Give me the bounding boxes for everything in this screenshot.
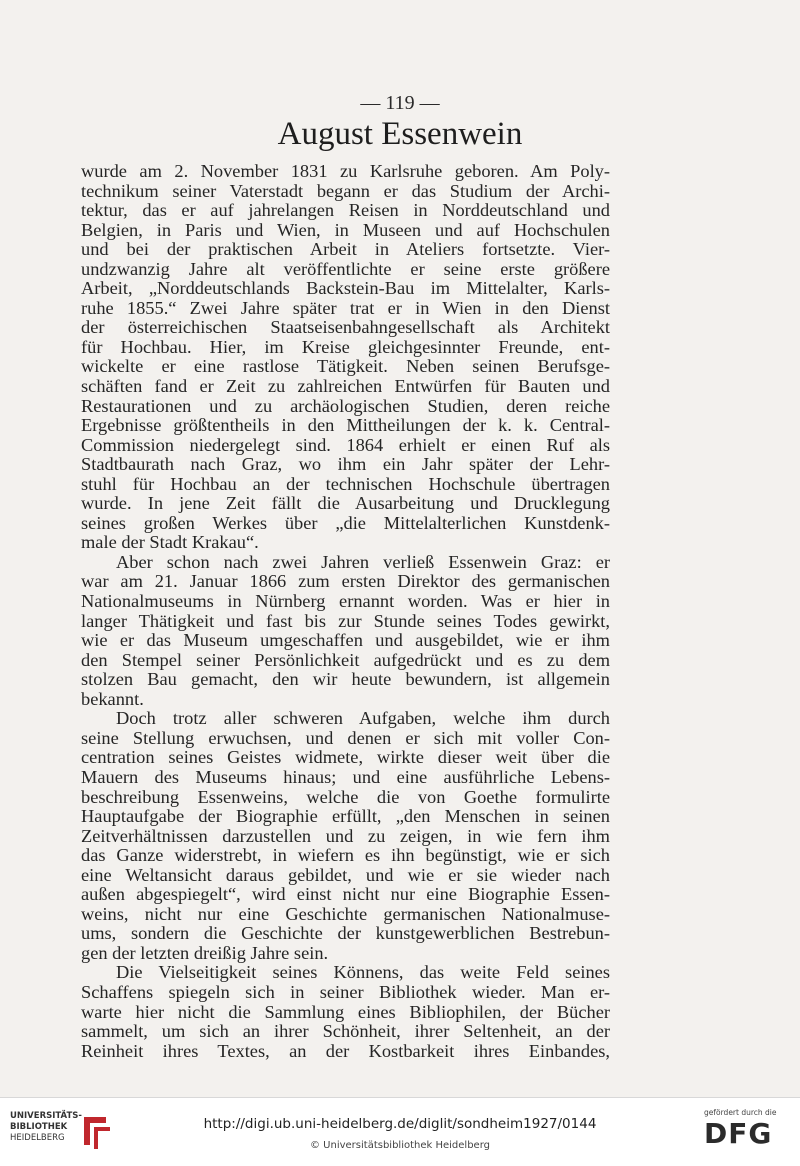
text-line: das Ganze widerstrebt, in wiefern es ihn begünstigt, wie er sich — [81, 845, 610, 866]
text-line: den Stempel seiner Persönlichkeit aufgedrückt und es zu dem — [81, 649, 610, 670]
text-line: Hauptaufgabe der Biographie erfüllt, „den Menschen in seinen — [81, 806, 610, 827]
text-line: ruhe 1855.“ Zwei Jahre später trat er in Wien in den Dienst — [81, 297, 610, 318]
text-line: Arbeit, „Norddeutschlands Backstein-Bau im Mittelalter, Karls- — [81, 278, 610, 299]
text-line: centration seines Geistes widmete, wirkte dieser weit über die — [81, 747, 610, 768]
body-text — [81, 162, 610, 1061]
text-line: gen der letzten dreißig Jahre sein. — [81, 942, 329, 963]
text-line: langer Thätigkeit und fast bis zur Stunde seines Todes gewirkt, — [81, 610, 610, 631]
dfg-logo-text: DFG — [704, 1117, 773, 1150]
text-line: Doch trotz aller schweren Aufgaben, welche ihm durch — [116, 708, 610, 729]
text-line: ums, sondern die Geschichte der kunstgewerblichen Bestrebun- — [81, 923, 610, 944]
text-line: bekannt. — [81, 688, 144, 709]
text-line: seine Stellung erwuchsen, und denen er sich mit voller Con- — [81, 727, 610, 748]
text-line: Aber schon nach zwei Jahren verließ Essenwein Graz: er — [116, 551, 610, 572]
text-line: seines großen Werkes über „die Mittelalterlichen Kunstdenk- — [81, 512, 610, 533]
text-line: undzwanzig Jahre alt veröffentlichte er seine erste größere — [81, 258, 610, 279]
text-line: wickelte er eine rastlose Tätigkeit. Neben seinen Berufsge- — [81, 356, 610, 377]
text-line: wurde am 2. November 1831 zu Karlsruhe geboren. Am Poly- — [81, 161, 610, 181]
text-line: stolzen Bau gemacht, den wir heute bewundern, ist allgemein — [81, 669, 610, 690]
text-line: tektur, das er auf jahrelangen Reisen in Norddeutschland und — [81, 200, 610, 221]
text-line: stuhl für Hochbau an der technischen Hochschule übertragen — [81, 473, 610, 494]
text-line: Mauern des Museums hinaus; und eine ausführliche Lebens- — [81, 766, 610, 787]
text-line: warte hier nicht die Sammlung eines Bibliophilen, der Bücher — [81, 1001, 610, 1022]
text-line: eine Weltansicht daraus gebildet, und wie er sie wieder nach — [81, 864, 610, 885]
text-line: für Hochbau. Hier, im Kreise gleichgesinnter Freunde, ent- — [81, 336, 610, 357]
text-line: sammelt, um sich an ihrer Schönheit, ihrer Seltenheit, an der — [81, 1021, 610, 1042]
text-line: Die Vielseitigkeit seines Könnens, das weite Feld seines — [116, 962, 610, 983]
logo-line-2: BIBLIOTHEK — [10, 1122, 68, 1132]
copyright-notice: © Universitätsbibliothek Heidelberg — [309, 1140, 490, 1151]
text-line: wie er das Museum umgeschaffen und ausgebildet, wie er ihm — [81, 630, 610, 651]
text-line: Nationalmuseums in Nürnberg ernannt worden. Was er hier in — [81, 591, 610, 612]
text-line: war am 21. Januar 1866 zum ersten Direktor des germanischen — [81, 571, 610, 592]
text-line: Stadtbaurath nach Graz, wo ihm ein Jahr später der Lehr- — [81, 454, 610, 475]
footer-bar — [0, 1097, 800, 1166]
text-line: schäften fand er Zeit zu zahlreichen Entwürfen für Bauten und — [81, 376, 610, 397]
page-number: — 119 — — [360, 92, 440, 114]
text-line: technikum seiner Vaterstadt begann er das Studium der Archi- — [81, 180, 610, 201]
text-line: außen abgespiegelt“, wird einst nicht nur eine Biographie Essen- — [81, 884, 610, 905]
text-line: Commission niedergelegt sind. 1864 erhielt er einen Ruf als — [81, 434, 610, 455]
dfg-caption: gefördert durch die — [704, 1108, 777, 1117]
text-line: weins, nicht nur eine Geschichte germanischen Nationalmuse- — [81, 903, 610, 924]
dfg-funding-logo[interactable] — [704, 1108, 786, 1149]
logo-line-1: UNIVERSITÄTS- — [10, 1111, 82, 1121]
text-line: Zeitverhältnissen darzustellen und zu zeigen, in wie fern ihm — [81, 825, 610, 846]
text-line: wurde. In jene Zeit fällt die Ausarbeitung und Drucklegung — [81, 493, 610, 514]
text-line: Ergebnisse größtentheils in den Mittheilungen der k. k. Central- — [81, 415, 610, 436]
text-line: Restaurationen und zu archäologischen Studien, deren reiche — [81, 395, 610, 416]
text-line: Schaffens spiegeln sich in seiner Bibliothek wieder. Man er- — [81, 981, 610, 1002]
text-line: Reinheit ihres Textes, an der Kostbarkeit ihres Einbandes, — [81, 1040, 610, 1061]
text-line: der österreichischen Staatseisenbahngesellschaft als Architekt — [81, 317, 610, 338]
text-line: male der Stadt Krakau“. — [81, 532, 259, 553]
text-line: und bei der praktischen Arbeit in Ateliers fortsetzte. Vier- — [81, 239, 610, 260]
text-line: Belgien, in Paris und Wien, in Museen und auf Hochschulen — [81, 219, 610, 240]
permalink-url[interactable]: http://digi.ub.uni-heidelberg.de/diglit/sondheim1927/0144 — [203, 1116, 597, 1132]
logo-line-3: HEIDELBERG — [10, 1133, 65, 1143]
text-line: beschreibung Essenweins, welche die von Goethe formulirte — [81, 786, 610, 807]
article-title: August Essenwein — [277, 116, 523, 152]
